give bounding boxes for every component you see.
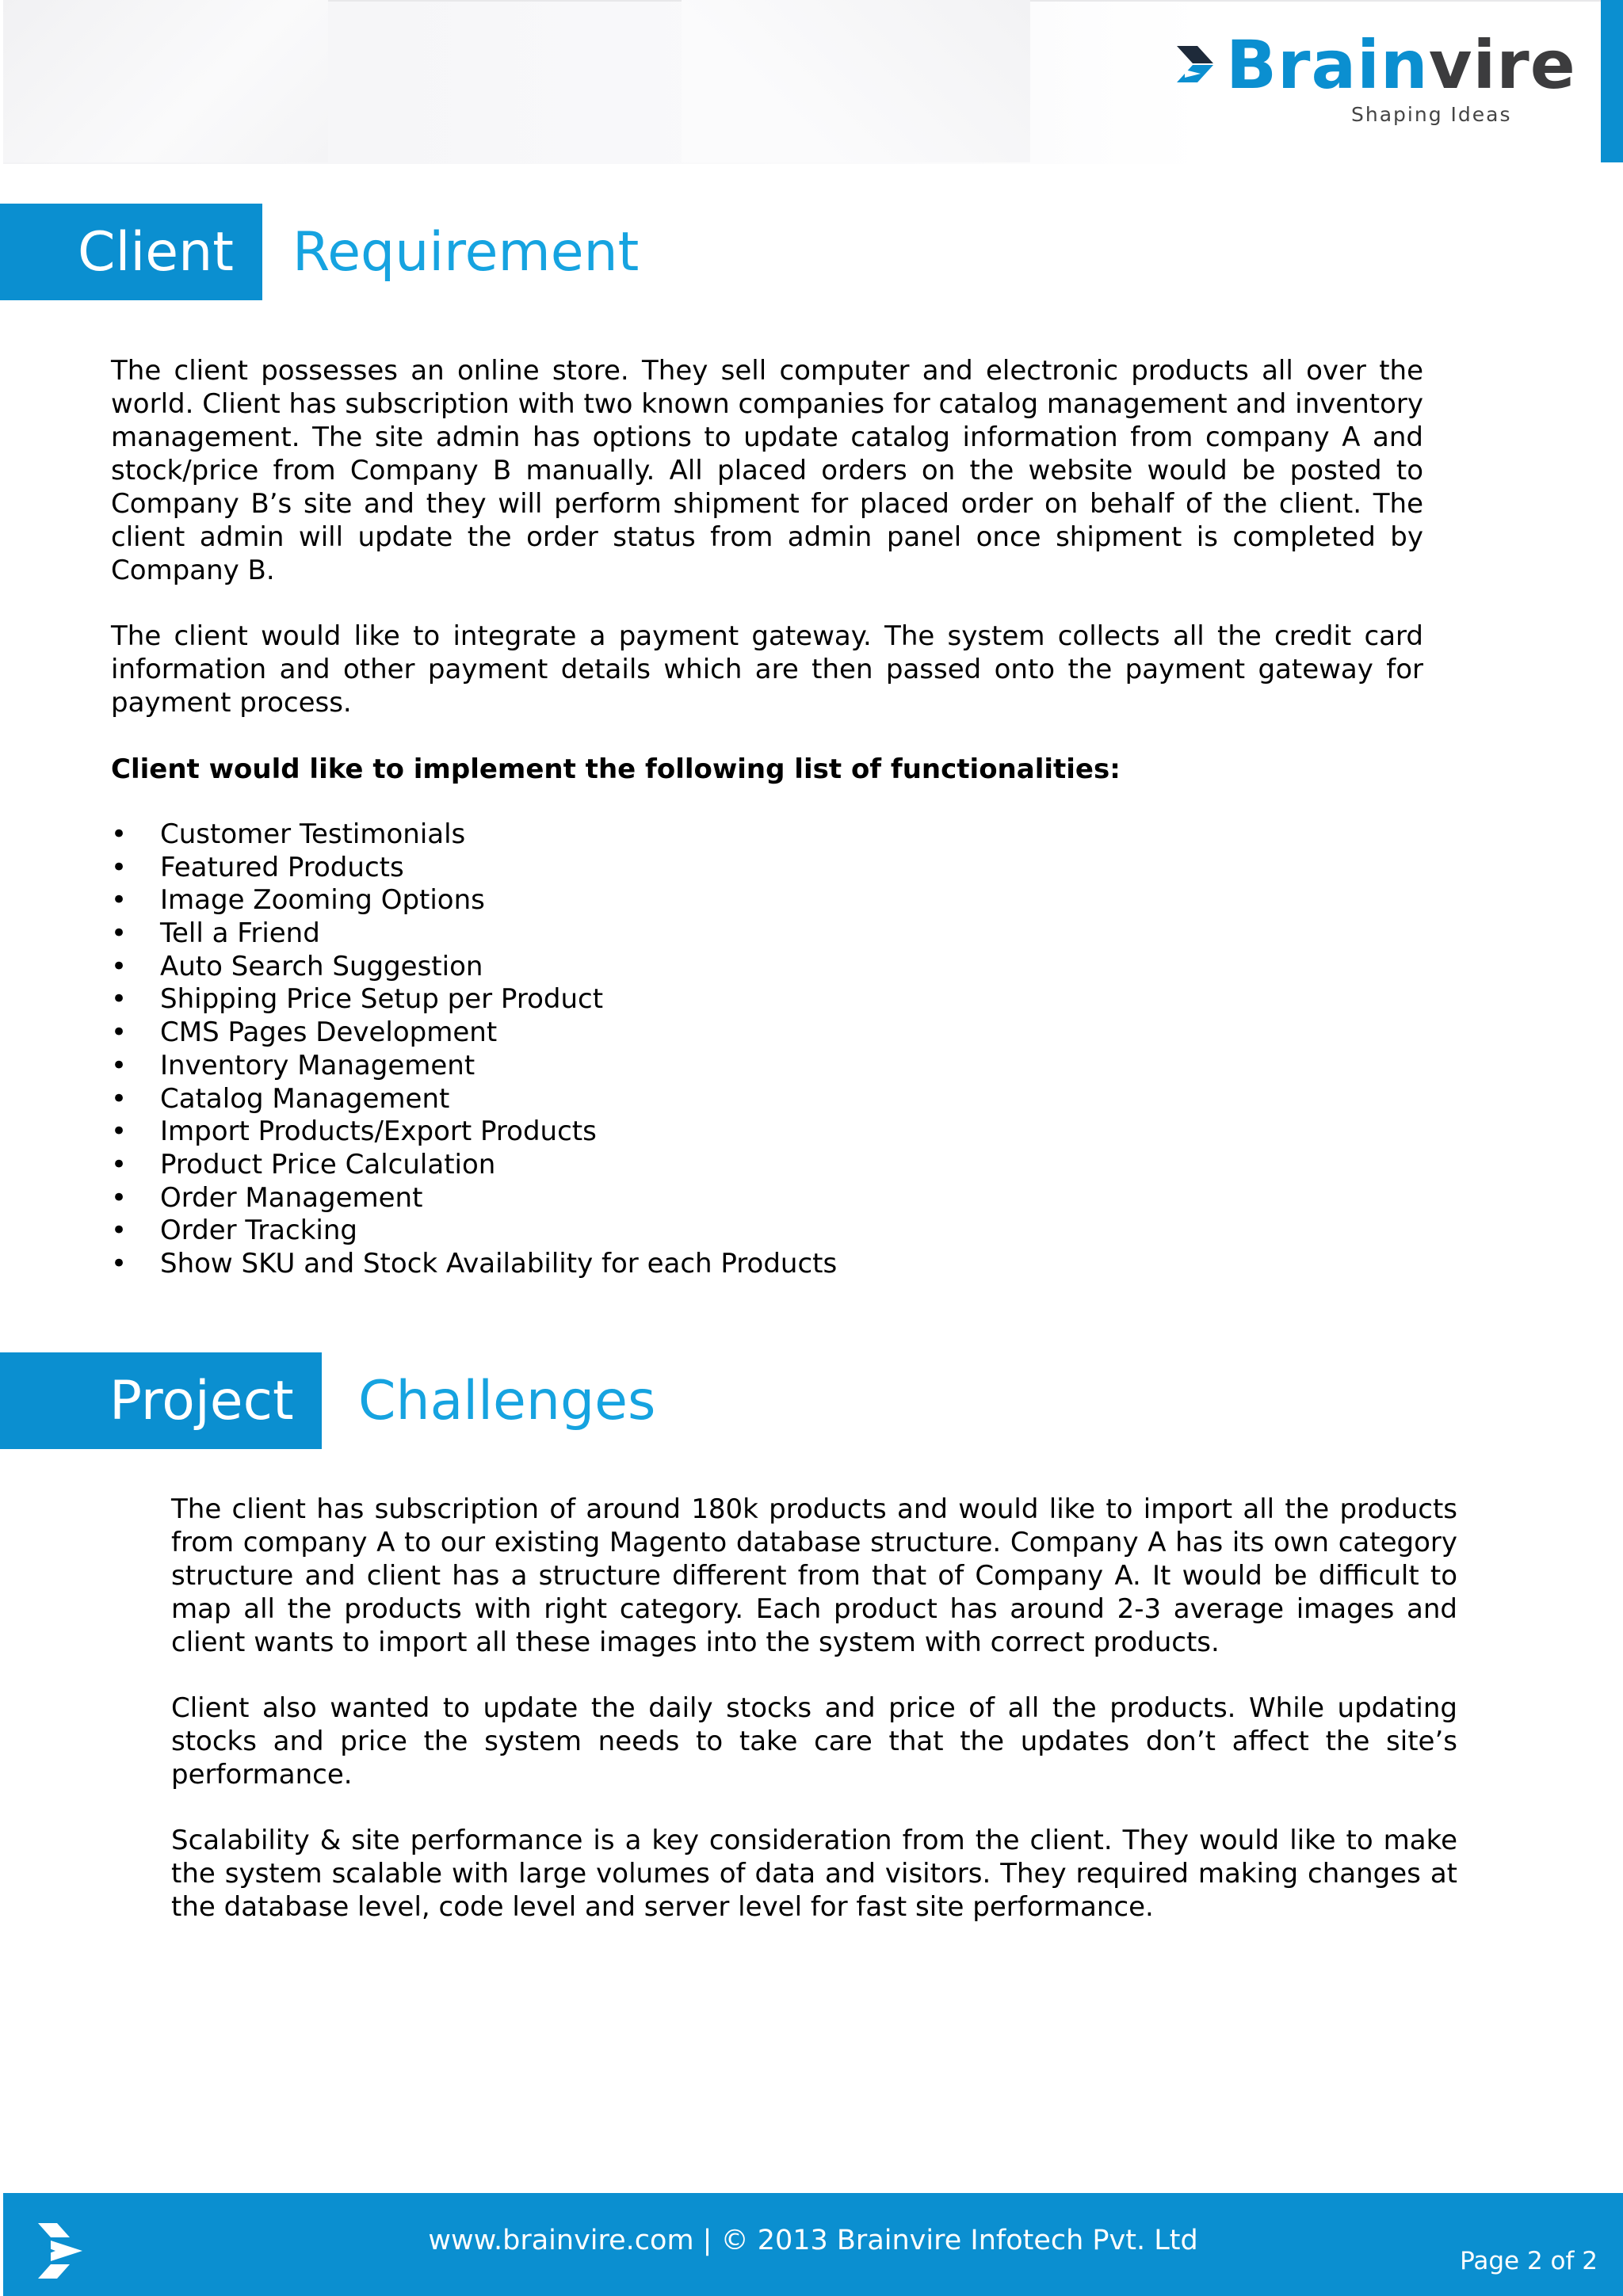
functionalities-list <box>111 818 837 1281</box>
list-item <box>111 917 837 951</box>
page-number: Page 2 of 2 <box>1460 2247 1598 2275</box>
list-item-label: Inventory Management <box>160 1049 475 1081</box>
bullet-icon: • <box>111 950 128 982</box>
project-challenges-box-label: Project <box>109 1370 294 1432</box>
list-item <box>111 852 837 885</box>
brainvire-mark-icon <box>1177 46 1218 101</box>
project-challenges-heading-box <box>0 1352 322 1449</box>
list-item-label: CMS Pages Development <box>160 1016 498 1049</box>
bullet-icon: • <box>111 851 128 883</box>
project-challenges-title: Challenges <box>358 1370 656 1432</box>
client-requirement-box-label: Client <box>78 221 234 284</box>
list-item-label: Order Management <box>160 1181 423 1214</box>
list-item-label: Show SKU and Stock Availability for each Products <box>160 1247 838 1280</box>
bullet-icon: • <box>111 1181 128 1214</box>
list-item <box>111 818 837 852</box>
client-requirement-title: Requirement <box>292 221 640 284</box>
list-item-label: Shipping Price Setup per Product <box>160 983 604 1016</box>
list-item <box>111 983 837 1016</box>
bullet-icon: • <box>111 1016 128 1049</box>
brainvire-logo <box>1177 26 1576 135</box>
bullet-icon: • <box>111 884 128 917</box>
list-item-label: Tell a Friend <box>160 917 320 950</box>
header-accent-strip <box>1601 0 1623 162</box>
list-item-label: Import Products/Export Products <box>160 1116 597 1148</box>
list-item <box>111 1116 837 1149</box>
bullet-icon: • <box>111 1082 128 1115</box>
list-item-label: Catalog Management <box>160 1082 450 1115</box>
challenge-paragraph: Client also wanted to update the daily stocks and price of all the products. While updating stocks and price the system needs to take care that the updates don’t affect the site’s performance. <box>171 1692 1457 1791</box>
list-item <box>111 1050 837 1083</box>
bullet-icon: • <box>111 917 128 950</box>
logo-tagline: Shaping Ideas <box>1351 103 1512 126</box>
list-item-label: Image Zooming Options <box>160 884 485 917</box>
bullet-icon: • <box>111 1148 128 1180</box>
client-requirement-heading-box <box>0 204 262 300</box>
challenge-paragraph: The client has subscription of around 180k products and would like to import all the products from company A to our existing Magento database structure. Company A has its own category structure and client has a structure different from that of Company A. It would be difficult to map all the products with right category. Each product has around 2-3 average images and client wants to import all these images into the system with correct products. <box>171 1493 1457 1658</box>
bullet-icon: • <box>111 818 128 850</box>
list-item-label: Customer Testimonials <box>160 818 466 850</box>
list-item-label: Auto Search Suggestion <box>160 950 483 982</box>
bullet-icon: • <box>111 1116 128 1148</box>
logo-wordmark <box>1226 26 1576 104</box>
list-item <box>111 884 837 917</box>
page-footer <box>3 2193 1623 2296</box>
bullet-icon: • <box>111 983 128 1016</box>
bullet-icon: • <box>111 1049 128 1081</box>
list-item <box>111 1016 837 1050</box>
list-item <box>111 1182 837 1215</box>
bullet-icon: • <box>111 1247 128 1280</box>
bullet-icon: • <box>111 1215 128 1247</box>
footer-copyright: www.brainvire.com | © 2013 Brainvire Infotech Pvt. Ltd <box>428 2225 1198 2256</box>
logo-wordmark-brain: Brain <box>1226 26 1429 104</box>
list-item <box>111 1215 837 1248</box>
list-item-label: Order Tracking <box>160 1215 357 1247</box>
list-item <box>111 1248 837 1281</box>
list-item-label: Product Price Calculation <box>160 1148 496 1180</box>
requirement-paragraph: The client would like to integrate a payment gateway. The system collects all the credit card information and other payment details which are then passed onto the payment gateway for payment process. <box>111 620 1423 719</box>
list-item <box>111 1149 837 1182</box>
header-decoration <box>682 0 1030 162</box>
functionalities-heading: Client would like to implement the following list of functionalities: <box>111 753 1121 785</box>
list-item <box>111 951 837 984</box>
header-decoration <box>3 0 328 162</box>
logo-wordmark-vire: vire <box>1428 26 1576 104</box>
list-item-label: Featured Products <box>160 851 404 883</box>
challenge-paragraph: Scalability & site performance is a key consideration from the client. They would like to make the system scalable with large volumes of data and visitors. They required making changes at the database level, code level and server level for fast site performance. <box>171 1825 1457 1923</box>
list-item <box>111 1083 837 1116</box>
requirement-paragraph: The client possesses an online store. They sell computer and electronic products all over the world. Client has subscription with two known companies for catalog management and inventory management. The site admin has options to update catalog information from company A and stock/price from Company B manually. All placed orders on the website would be posted to Company B’s site and they will perform shipment for placed order on behalf of the client. The client admin will update the order status from admin panel once shipment is completed by Company B. <box>111 355 1423 586</box>
